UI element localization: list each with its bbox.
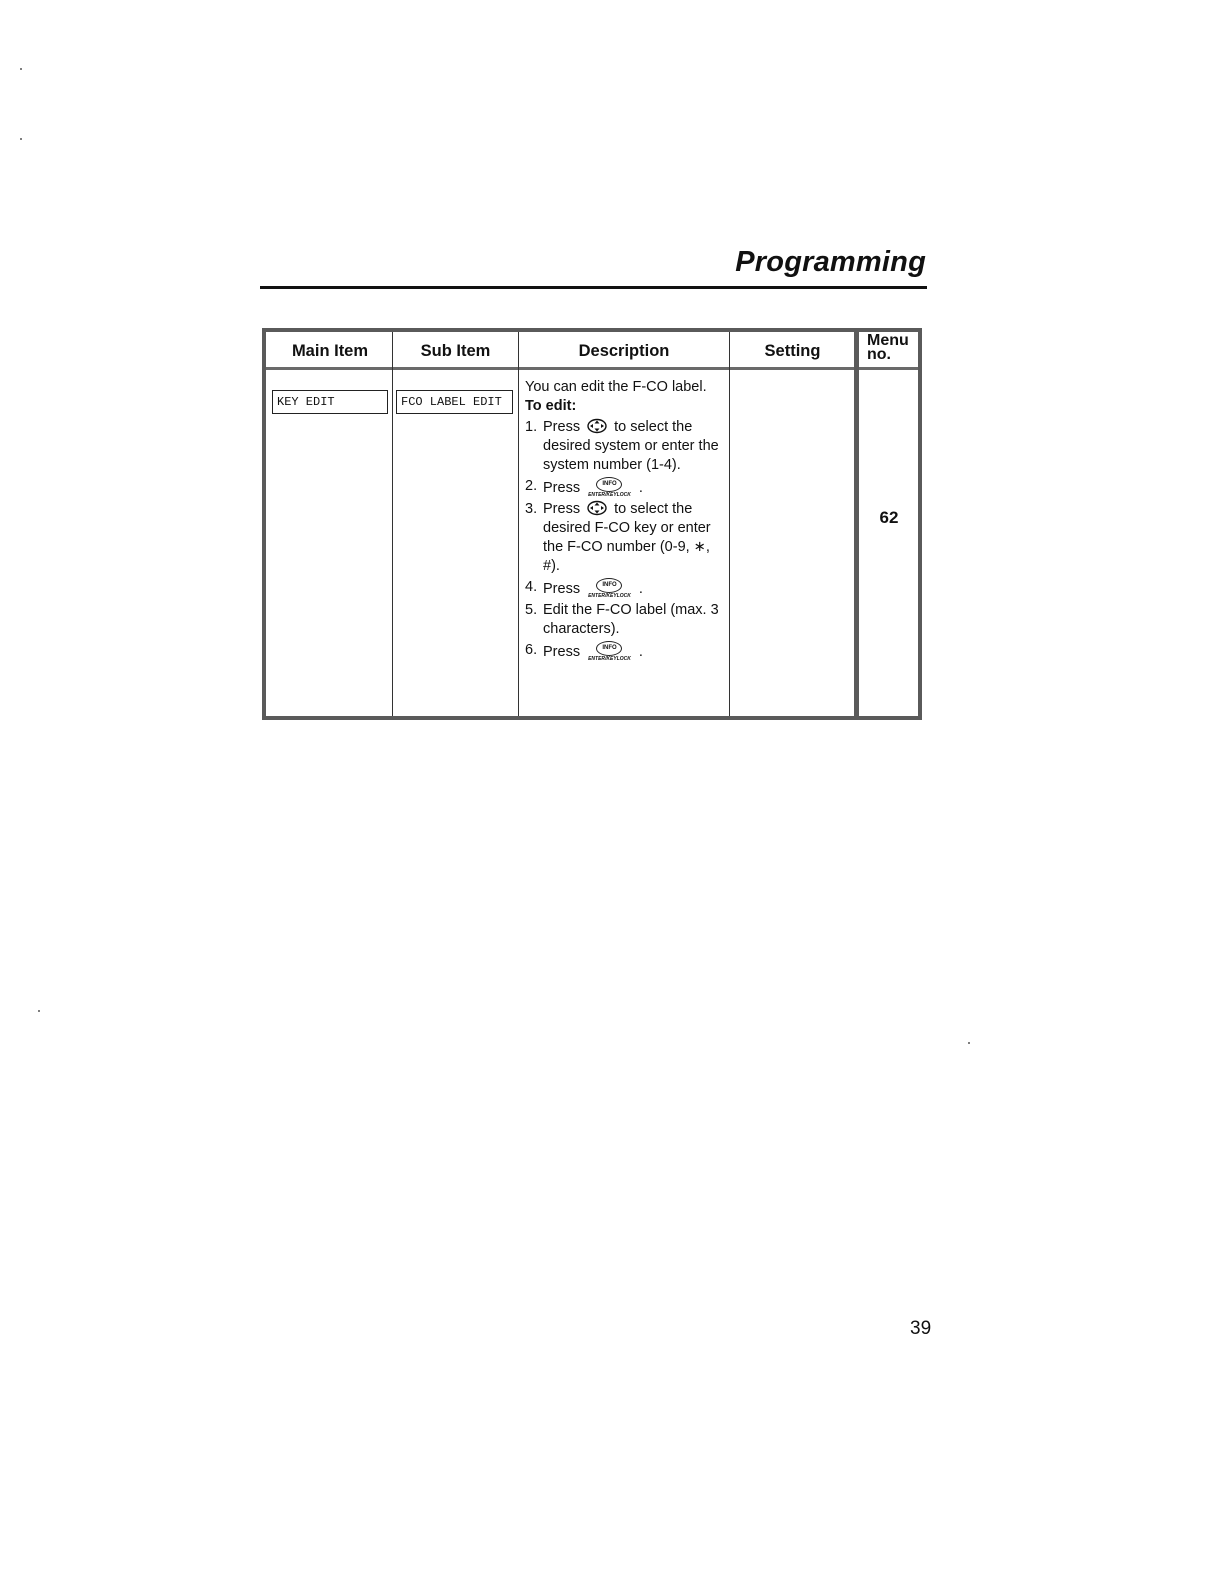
- step-number: 4.: [525, 579, 538, 595]
- enter-key-caption: ENTER/KEYLOCK: [588, 656, 631, 662]
- header-description: Description: [578, 342, 670, 360]
- step-text: Press INFO ENTER/KEYLOCK .: [543, 477, 730, 498]
- enter-key-label: INFO: [596, 477, 622, 492]
- header-menu-no: Menu no.: [867, 332, 909, 363]
- step-item: [525, 418, 730, 475]
- step-number: 3.: [525, 501, 538, 517]
- header-setting: Setting: [764, 342, 821, 360]
- enter-key-caption: ENTER/KEYLOCK: [588, 492, 631, 498]
- to-edit-heading: To edit:: [525, 398, 577, 414]
- column-divider: [392, 332, 393, 716]
- sub-item-lcd: FCO LABEL EDIT: [396, 390, 513, 414]
- header-main-item: Main Item: [291, 342, 369, 360]
- enter-key-caption: ENTER/KEYLOCK: [588, 593, 631, 599]
- step-text: Press INFO ENTER/KEYLOCK .: [543, 578, 730, 599]
- step-number: 1.: [525, 419, 538, 435]
- step-text: Press INFO ENTER/KEYLOCK .: [543, 641, 730, 662]
- main-item-lcd: KEY EDIT: [272, 390, 388, 414]
- navigator-key-icon: [587, 500, 607, 516]
- step-item: [525, 578, 730, 599]
- scan-speck: [20, 68, 22, 70]
- page-number: 39: [910, 1318, 932, 1339]
- description-intro: You can edit the F-CO label.: [525, 379, 707, 395]
- enter-key-icon: [588, 641, 631, 662]
- step-text: Press to select the desired F-CO key or enter the F-CO number (0-9, ∗, #).: [543, 501, 711, 574]
- settings-table: [262, 328, 922, 720]
- header-separator: [859, 367, 918, 370]
- menu-number: 62: [879, 508, 899, 527]
- step-number: 2.: [525, 478, 538, 494]
- enter-key-label: INFO: [596, 641, 622, 656]
- enter-key-icon: [588, 578, 631, 599]
- scan-speck: [968, 1042, 970, 1044]
- scan-speck: [20, 138, 22, 140]
- step-item: [525, 500, 730, 576]
- header-separator: [266, 367, 854, 370]
- step-item: [525, 477, 730, 498]
- scan-speck: [38, 1010, 40, 1012]
- navigator-key-icon: [587, 418, 607, 434]
- enter-key-label: INFO: [596, 578, 622, 593]
- step-text: Press to select the desired system or enter the system number (1-4).: [543, 419, 719, 473]
- column-divider: [518, 332, 519, 716]
- step-item: [525, 641, 730, 662]
- title-rule: [260, 286, 927, 289]
- step-list: [525, 418, 730, 662]
- description-cell: [525, 378, 730, 662]
- step-number: 6.: [525, 642, 538, 658]
- step-item: [525, 601, 730, 639]
- section-title: Programming: [735, 246, 926, 278]
- enter-key-icon: [588, 477, 631, 498]
- step-text: Edit the F-CO label (max. 3 characters).: [543, 602, 719, 637]
- step-number: 5.: [525, 602, 538, 618]
- header-sub-item: Sub Item: [420, 342, 491, 360]
